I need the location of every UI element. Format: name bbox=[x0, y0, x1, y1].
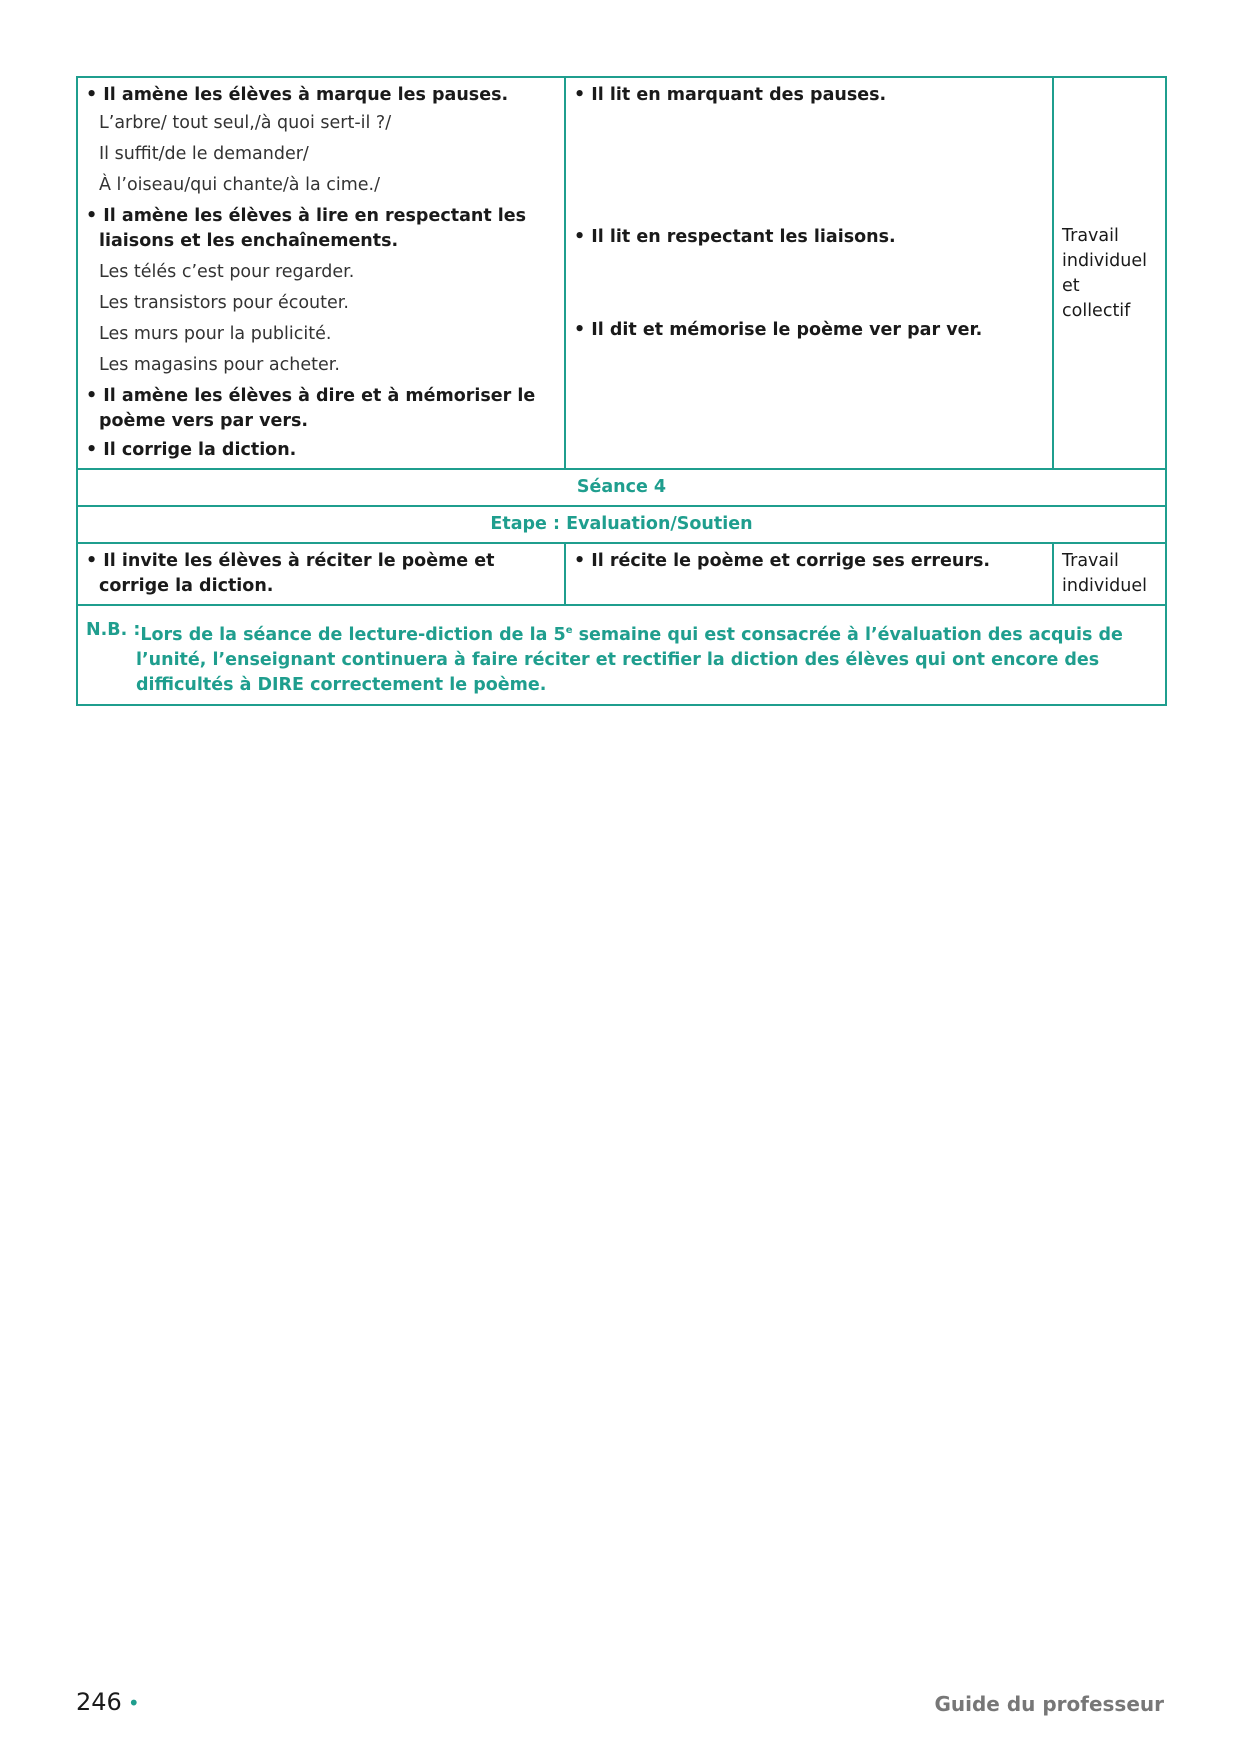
table-row bbox=[77, 506, 1166, 543]
teacher-activity-cell bbox=[77, 543, 565, 605]
work-mode-line: collectif bbox=[1062, 301, 1131, 321]
session-title: Séance 4 bbox=[77, 469, 1166, 506]
nb-label: N.B. : bbox=[86, 620, 141, 640]
table-row bbox=[77, 469, 1166, 506]
table-row bbox=[77, 543, 1166, 605]
poem-verse: Il suffit/de le demander/ bbox=[99, 144, 309, 164]
footer-title: Guide du professeur bbox=[934, 1692, 1164, 1716]
table-row bbox=[77, 605, 1166, 705]
work-mode-line: individuel bbox=[1062, 576, 1147, 596]
student-activity: • Il lit en respectant les liaisons. bbox=[574, 227, 896, 247]
nb-note-cell bbox=[77, 605, 1166, 705]
teacher-instruction: • Il amène les élèves à dire et à mémoriser le poème vers par vers. bbox=[86, 386, 536, 431]
poem-verse: À l’oiseau/qui chante/à la cime./ bbox=[99, 175, 380, 195]
page-number: 246 • bbox=[76, 1688, 140, 1716]
student-activity-cell bbox=[565, 543, 1053, 605]
student-activity-cell bbox=[565, 77, 1053, 469]
student-activity: • Il lit en marquant des pauses. bbox=[574, 85, 887, 105]
table-row bbox=[77, 77, 1166, 469]
work-mode-line: individuel bbox=[1062, 251, 1147, 271]
poem-verse: Les magasins pour acheter. bbox=[99, 355, 340, 375]
work-mode-line: Travail bbox=[1062, 226, 1119, 246]
teacher-instruction: • Il invite les élèves à réciter le poème et corrige la diction. bbox=[86, 551, 495, 596]
nb-text: Lors de la séance de lecture-diction de la 5e semaine qui est consacrée à l’évaluation des acquis de l’unité, l’enseignant continuera à faire réciter et rectifier la diction des élèves qui ont encore des difficultés à DIRE correctement le poème. bbox=[136, 624, 1123, 695]
poem-verse: Les murs pour la publicité. bbox=[99, 324, 332, 344]
poem-verse: Les télés c’est pour regarder. bbox=[99, 262, 355, 282]
teacher-instruction: • Il amène les élèves à marque les pauses. bbox=[86, 85, 509, 105]
nb-note bbox=[86, 618, 1157, 698]
student-activity: • Il récite le poème et corrige ses erreurs. bbox=[574, 551, 991, 571]
teacher-instruction: • Il corrige la diction. bbox=[86, 440, 297, 460]
work-mode-cell bbox=[1053, 77, 1166, 469]
bullet-dot-icon: • bbox=[127, 1691, 140, 1715]
teacher-activity-cell bbox=[77, 77, 565, 469]
work-mode-line: et bbox=[1062, 276, 1080, 296]
student-activity: • Il dit et mémorise le poème ver par ver. bbox=[574, 320, 983, 340]
poem-verse: Les transistors pour écouter. bbox=[99, 293, 349, 313]
work-mode-line: Travail bbox=[1062, 551, 1119, 571]
lesson-table bbox=[76, 76, 1167, 706]
teacher-instruction: • Il amène les élèves à lire en respectant les liaisons et les enchaînements. bbox=[86, 206, 527, 251]
stage-title: Etape : Evaluation/Soutien bbox=[77, 506, 1166, 543]
poem-verse: L’arbre/ tout seul,/à quoi sert-il ?/ bbox=[99, 113, 392, 133]
work-mode-cell bbox=[1053, 543, 1166, 605]
